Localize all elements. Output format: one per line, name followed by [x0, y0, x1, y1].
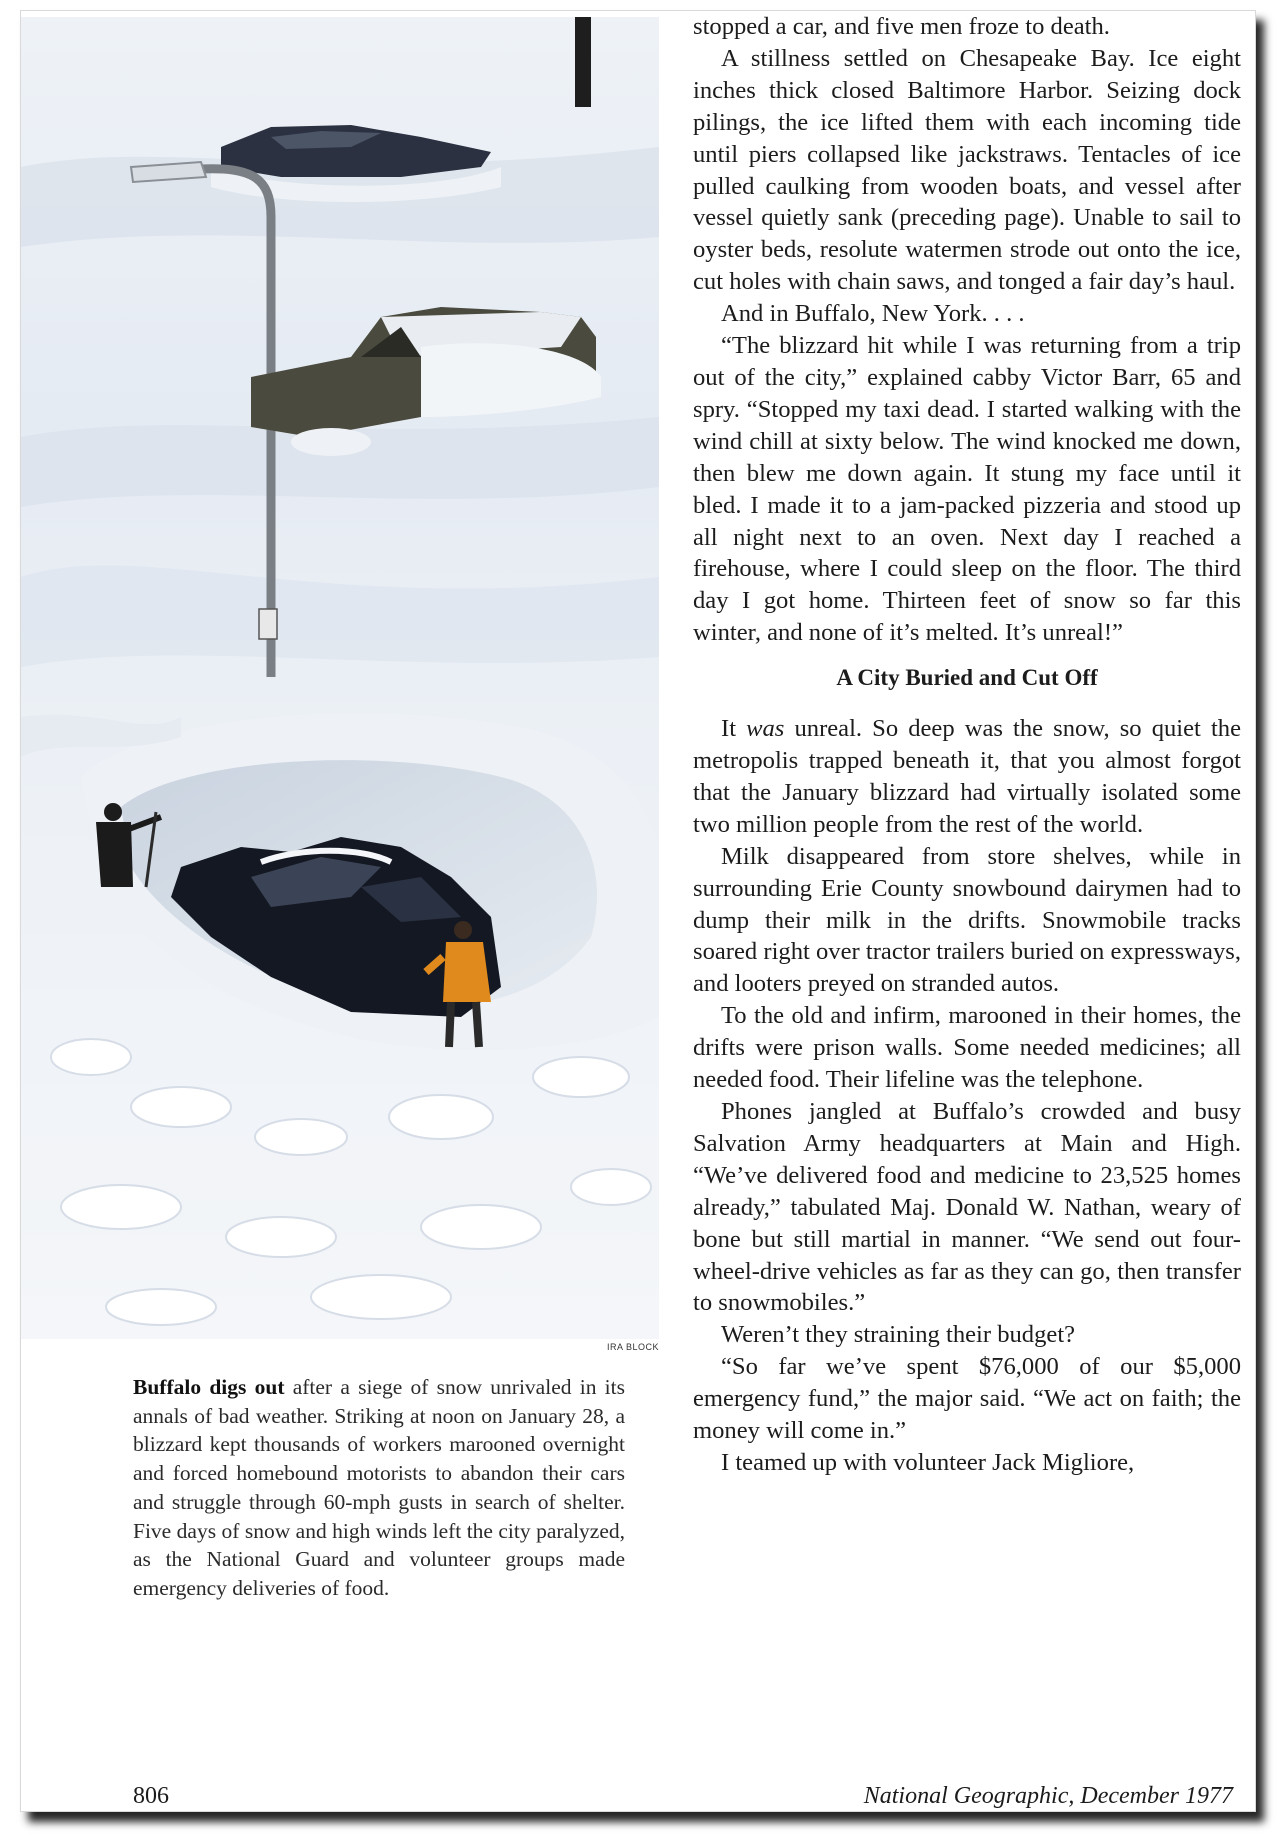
magazine-credit: National Geographic, December 1977 [863, 1783, 1233, 1809]
p5-start: It [721, 715, 747, 743]
article-paragraph: Phones jangled at Buffalo’s crowded and busy Salvation Army headquarters at Main and High. “We’ve delivered food and medicine to 23,525 homes already,” tabulated Maj. Donald W. Nathan, weary of bone but still martial in manner. “We send out four-wheel-drive vehicles as far as they can go, then transfer to snowmobiles.” [693, 1098, 1241, 1317]
caption-body: after a siege of snow unrivaled in its annals of bad weather. Striking at noon on January 28, a blizzard kept thousands of workers marooned overnight and forced homebound motorists to abandon their cars and struggle through 60-mph gusts in search of shelter. Five days of snow and high winds left the city paralyzed, as the National Guard and volunteer groups made emergency deliveries of food. [133, 1375, 625, 1600]
article-paragraph: Weren’t they straining their budget? [721, 1321, 1076, 1349]
buried-cars-illustration [21, 17, 659, 1339]
p5-rest: unreal. So deep was the snow, so quiet the metropolis trapped beneath it, that you almost forgot that the January blizzard had virtually isolated some two million people from the rest of the world. [693, 715, 1241, 838]
article-paragraph: “The blizzard hit while I was returning from a trip out of the city,” explained cabby Victor Barr, 65 and spry. “Stopped my taxi dead. I started walking with the wind chill at sixty below. The wind knocked me down, then blew me down again. It stung my face until it bled. I made it to a jam-packed pizzeria and stood up all night next to an oven. Next day I reached a firehouse, where I could sleep on the floor. The third day I got home. Thirteen feet of snow so far this winter, and none of it’s melted. It’s unreal!” [693, 332, 1241, 647]
p5-emphasis: was [746, 715, 785, 743]
article-paragraph [693, 713, 1241, 841]
article-column [693, 11, 1241, 1479]
article-paragraph: stopped a car, and five men froze to death. [693, 13, 1110, 40]
page-footer [21, 1783, 1255, 1813]
snow-chunks [51, 1039, 651, 1325]
magazine-page [20, 10, 1256, 1812]
page-number: 806 [133, 1783, 169, 1809]
section-heading: A City Buried and Cut Off [836, 665, 1098, 691]
photo-caption [133, 1373, 625, 1603]
caption-lead: Buffalo digs out [133, 1375, 285, 1399]
photo-credit: IRA BLOCK [606, 1342, 659, 1352]
article-paragraph: “So far we’ve spent $76,000 of our $5,000 emergency fund,” the major said. “We act on faith; the money will come in.” [693, 1353, 1241, 1445]
article-paragraph: I teamed up with volunteer Jack Migliore, [721, 1448, 1135, 1476]
article-paragraph: And in Buffalo, New York. . . . [721, 300, 1025, 328]
article-paragraph: Milk disappeared from store shelves, while in surrounding Erie County snowbound dairymen had to dump their milk in the drifts. Snowmobile tracks soared right over tractor trailers buried on expressways, and looters preyed on stranded autos. [693, 842, 1241, 998]
buried-car-top [211, 125, 501, 202]
article-paragraph: A stillness settled on Chesapeake Bay. Ice eight inches thick closed Baltimore Harbor. Seizing dock pilings, the ice lifted them with each incoming tide until piers collapsed like jackstraws. Tentacles of ice pulled caulking from wooden boats, and vessel after vessel quietly sank (preceding page). Unable to sail to oyster beds, resolute watermen strode out onto the ice, cut holes with chain saws, and tonged a fair day’s haul. [693, 44, 1241, 296]
snow-photo [21, 17, 659, 1339]
snow-pit [81, 713, 659, 1050]
article-paragraph: To the old and infirm, marooned in their homes, the drifts were prison walls. Some needed medicines; all needed food. Their lifeline was the telephone. [693, 1002, 1241, 1094]
